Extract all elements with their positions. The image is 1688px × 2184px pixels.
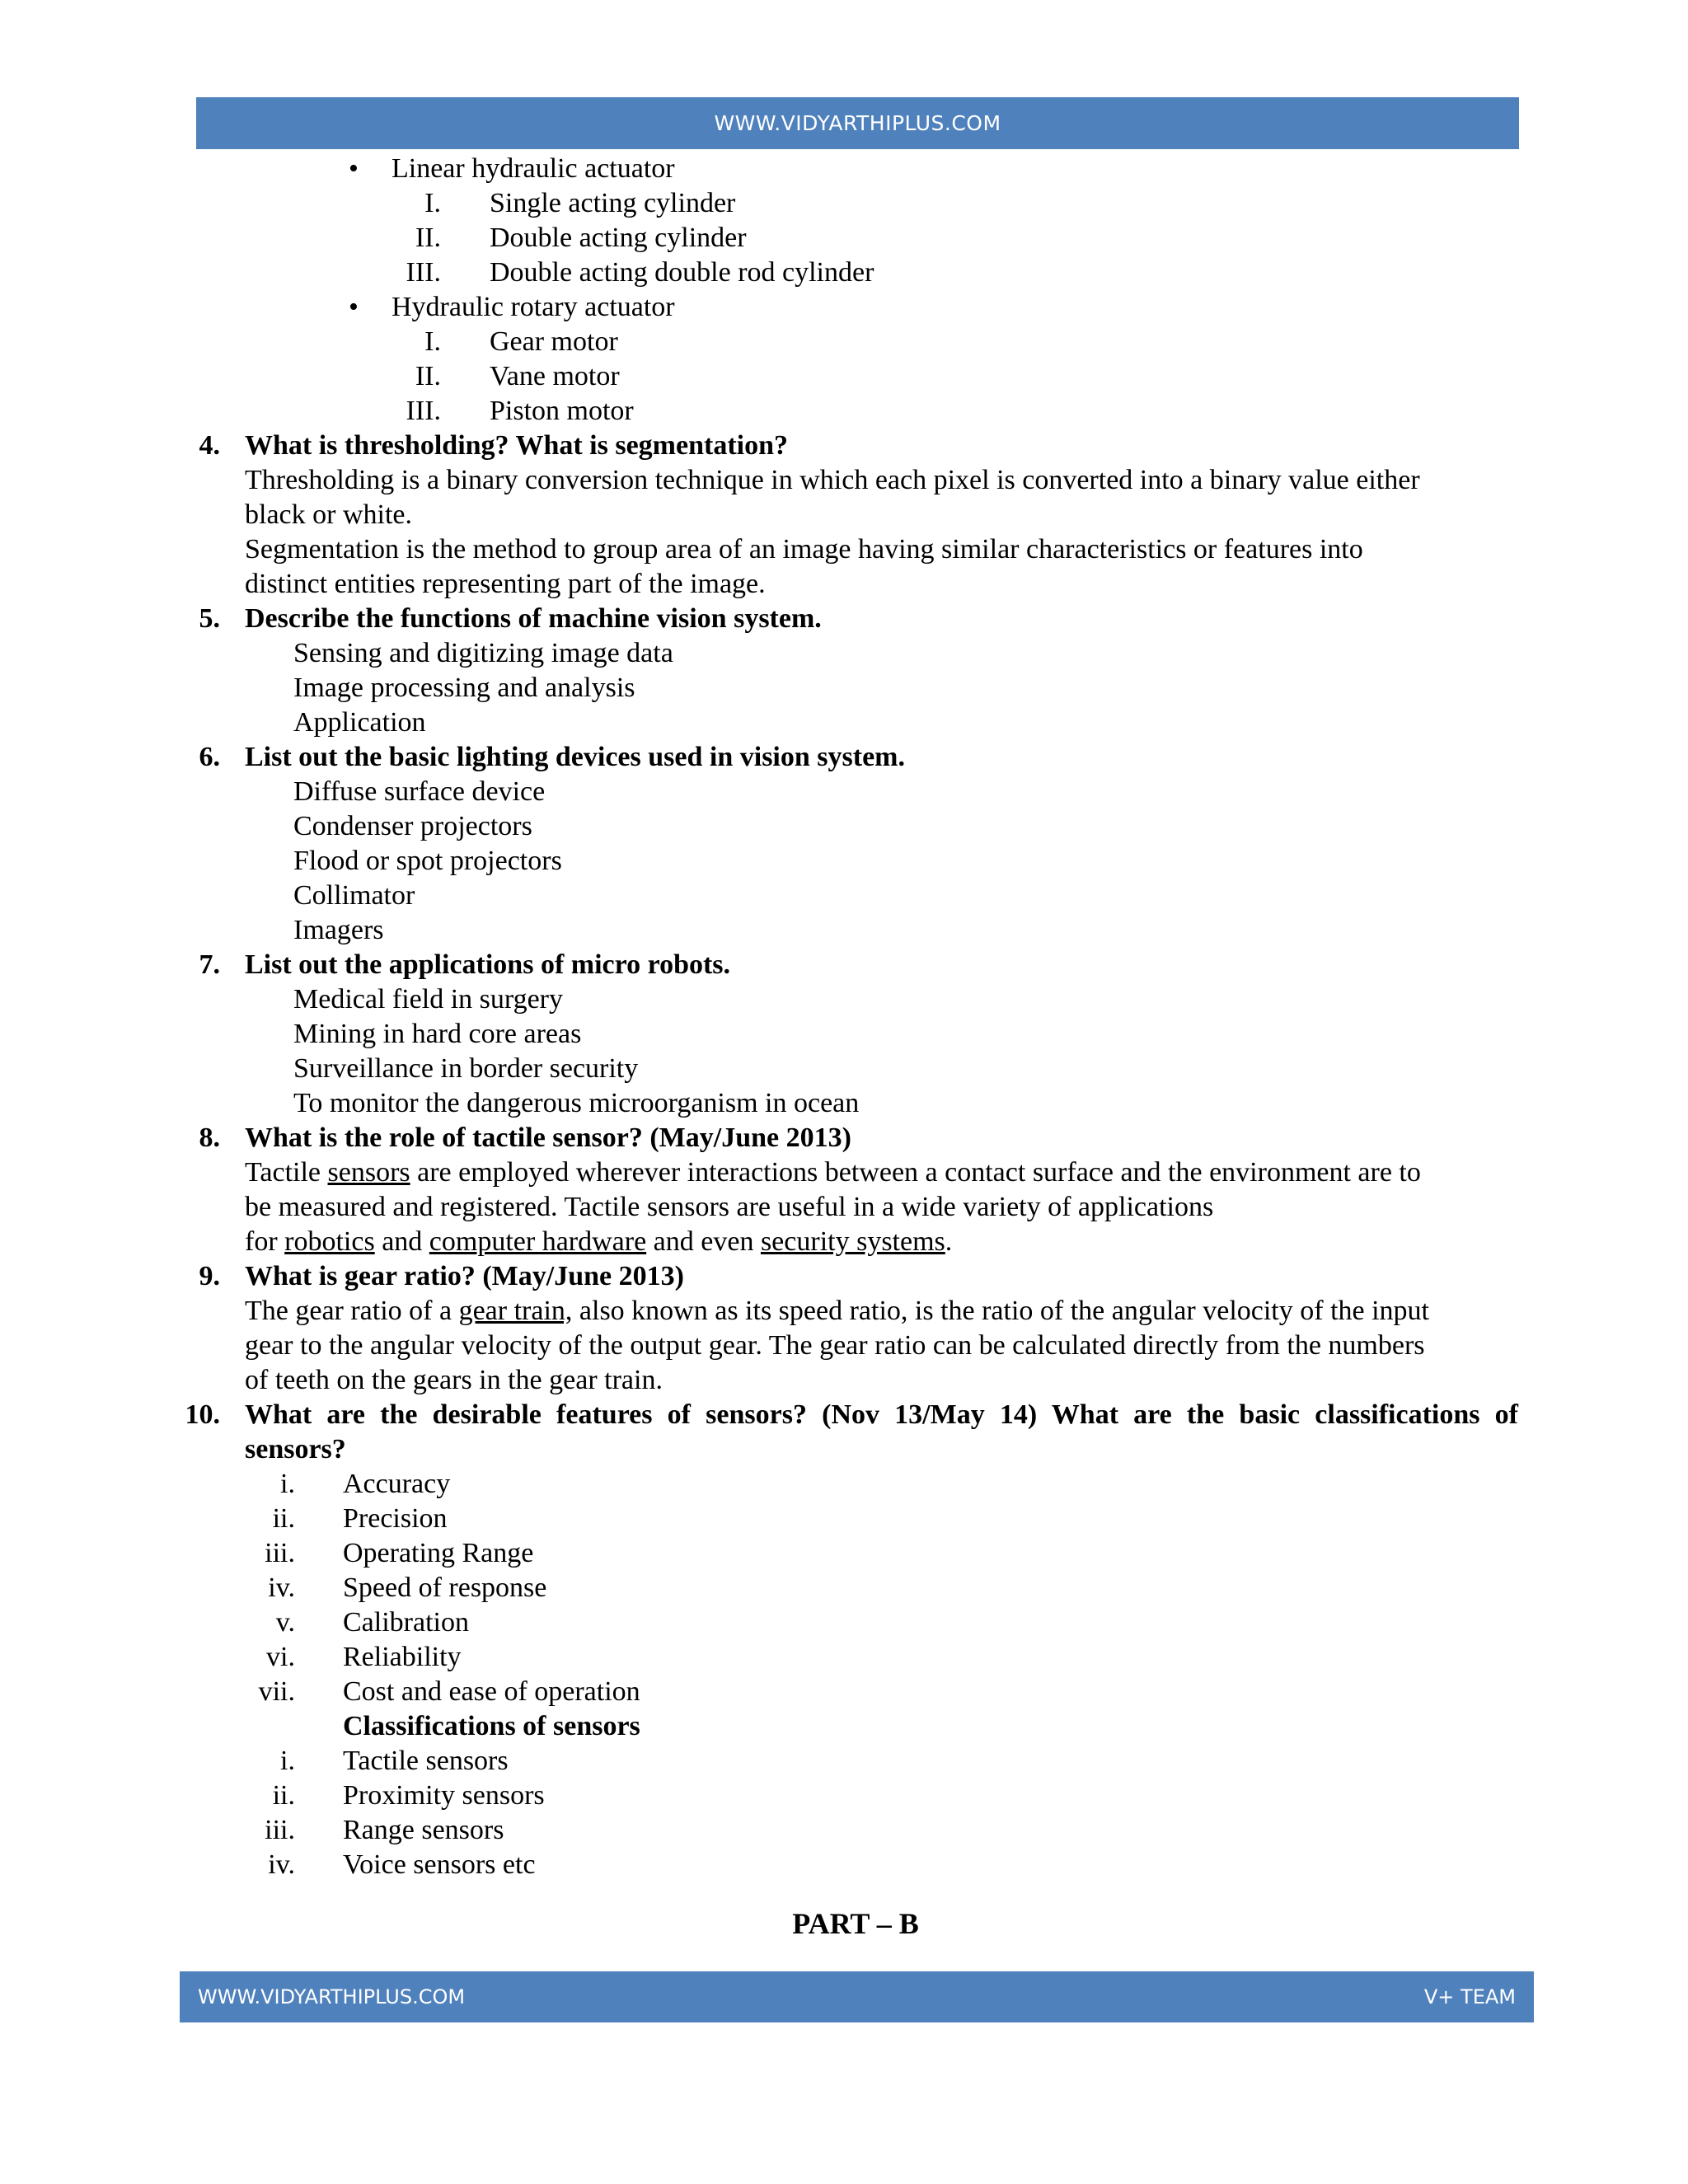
list-number: iii. [265, 1538, 295, 1568]
footer-site-text: WWW.VIDYARTHIPLUS.COM [198, 1985, 466, 2008]
question-number: 6. [199, 742, 220, 772]
list-item: Calibration [343, 1607, 469, 1638]
question-number: 8. [199, 1122, 220, 1153]
list-item: Gear motor [490, 326, 618, 357]
header-banner [196, 97, 1519, 149]
answer-fragment: for [245, 1226, 285, 1257]
link-sensors[interactable]: sensors [327, 1157, 410, 1188]
question-number: 4. [199, 430, 220, 461]
linear-actuator: Linear hydraulic actuator [392, 153, 675, 184]
answer-fragment: The gear ratio of a [245, 1296, 459, 1326]
answer-fragment: are employed wherever interactions between a contact surface and the environment are to [410, 1157, 1421, 1188]
question-text: What is thresholding? What is segmentation? [245, 430, 788, 461]
list-item: Accuracy [343, 1469, 451, 1499]
list-number: i. [280, 1746, 295, 1776]
list-number: I. [424, 188, 441, 218]
question-text: What is the role of tactile sensor? (May/June 2013) [245, 1122, 851, 1153]
answer-text: of teeth on the gears in the gear train. [245, 1365, 663, 1395]
list-item: Mining in hard core areas [293, 1019, 582, 1049]
list-number: i. [280, 1469, 295, 1499]
answer-text: be measured and registered. Tactile sensors are useful in a wide variety of applications [245, 1192, 1214, 1222]
answer-text: Segmentation is the method to group area of an image having similar characteristics or features into [245, 534, 1363, 565]
list-item: Collimator [293, 880, 415, 911]
list-number: II. [415, 223, 441, 253]
header-site-text: WWW.VIDYARTHIPLUS.COM [714, 111, 1001, 135]
answer-fragment: Tactile [245, 1157, 328, 1188]
list-item: Speed of response [343, 1572, 547, 1603]
list-item: Cost and ease of operation [343, 1676, 640, 1707]
subheading: Classifications of sensors [343, 1711, 640, 1741]
list-item: Piston motor [490, 396, 634, 426]
list-item: Single acting cylinder [490, 188, 736, 218]
answer-text [245, 1155, 1421, 1190]
list-number: III. [406, 257, 441, 288]
question-text: List out the basic lighting devices used in vision system. [245, 742, 905, 772]
bullet-icon: • [349, 292, 359, 322]
list-number: v. [275, 1607, 295, 1638]
list-item: Sensing and digitizing image data [293, 638, 673, 668]
answer-fragment: and even [646, 1226, 761, 1257]
list-item: Imagers [293, 915, 384, 945]
list-item: Voice sensors etc [343, 1849, 536, 1880]
rotary-actuator: Hydraulic rotary actuator [392, 292, 675, 322]
question-number: 9. [199, 1261, 220, 1291]
list-number: III. [406, 396, 441, 426]
list-number: I. [424, 326, 441, 357]
list-number: vi. [266, 1642, 295, 1672]
question-text: List out the applications of micro robots. [245, 949, 731, 980]
list-item: Diffuse surface device [293, 776, 546, 807]
question-text: What is gear ratio? (May/June 2013) [245, 1261, 684, 1291]
list-number: II. [415, 361, 441, 391]
list-item: Application [293, 707, 426, 738]
list-item: To monitor the dangerous microorganism in ocean [293, 1088, 860, 1118]
list-number: iv. [268, 1572, 295, 1603]
question-text: sensors? [245, 1434, 346, 1465]
list-item: Reliability [343, 1642, 462, 1672]
list-number: iv. [268, 1849, 295, 1880]
answer-text [245, 1294, 1429, 1329]
answer-fragment: and [374, 1226, 429, 1257]
list-item: Double acting double rod cylinder [490, 257, 874, 288]
list-number: ii. [272, 1780, 295, 1811]
link-security-systems[interactable]: security systems [760, 1226, 945, 1257]
list-item: Vane motor [490, 361, 620, 391]
section-heading: PART – B [792, 1907, 919, 1940]
footer-team-text: V+ TEAM [1423, 1985, 1516, 2008]
link-computer-hardware[interactable]: computer hardware [429, 1226, 647, 1257]
question-text: Describe the functions of machine vision system. [245, 603, 822, 634]
list-number: iii. [265, 1815, 295, 1845]
answer-text: Thresholding is a binary conversion technique in which each pixel is converted into a binary value either [245, 465, 1420, 495]
answer-text: black or white. [245, 499, 412, 530]
footer-banner [180, 1971, 1534, 2022]
answer-text: gear to the angular velocity of the output gear. The gear ratio can be calculated directly from the numbers [245, 1330, 1425, 1361]
list-item: Proximity sensors [343, 1780, 545, 1811]
list-item: Flood or spot projectors [293, 846, 562, 876]
answer-text [245, 1225, 952, 1259]
answer-text: distinct entities representing part of the image. [245, 569, 766, 599]
list-item: Surveillance in border security [293, 1053, 639, 1084]
list-item: Precision [343, 1503, 448, 1534]
question-number: 10. [185, 1399, 220, 1430]
answer-fragment: . [945, 1226, 953, 1257]
list-number: ii. [272, 1503, 295, 1534]
list-item: Range sensors [343, 1815, 504, 1845]
link-robotics[interactable]: robotics [284, 1226, 375, 1257]
list-number: vii. [258, 1676, 295, 1707]
question-number: 5. [199, 603, 220, 634]
list-item: Condenser projectors [293, 811, 532, 841]
list-item: Operating Range [343, 1538, 534, 1568]
list-item: Image processing and analysis [293, 673, 635, 703]
list-item: Double acting cylinder [490, 223, 747, 253]
question-text: What are the desirable features of sensors? (Nov 13/May 14) What are the basic classifications of [245, 1399, 1518, 1430]
list-item: Medical field in surgery [293, 984, 564, 1015]
link-gear-train[interactable]: gear train, [458, 1296, 573, 1326]
question-number: 7. [199, 949, 220, 980]
list-item: Tactile sensors [343, 1746, 509, 1776]
answer-fragment: also known as its speed ratio, is the ratio of the angular velocity of the input [572, 1296, 1429, 1326]
bullet-icon: • [349, 153, 359, 184]
